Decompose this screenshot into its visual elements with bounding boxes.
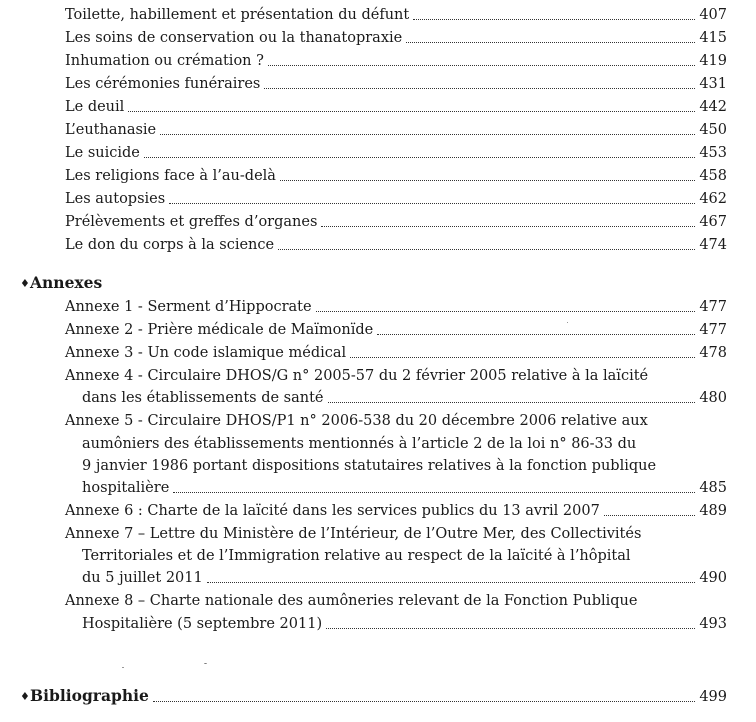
bibliography-entry[interactable] xyxy=(20,686,727,707)
toc-entry[interactable] xyxy=(65,5,727,25)
scan-speck xyxy=(122,667,124,668)
toc-entry-title: Prélèvements et greffes d’organes xyxy=(65,214,318,230)
toc-entry-page: 415 xyxy=(699,30,727,46)
dot-leader xyxy=(280,179,695,181)
annex-title: Annexe 3 - Un code islamique médical xyxy=(65,345,347,361)
toc-entry-title: Le don du corps à la science xyxy=(65,237,275,253)
toc-entry[interactable] xyxy=(65,120,727,140)
annex-entry-3[interactable] xyxy=(65,343,727,363)
toc-entry-page: 467 xyxy=(699,214,727,230)
annexes-heading[interactable] xyxy=(20,273,102,294)
dot-leader xyxy=(377,333,695,335)
annex-title: Annexe 6 : Charte de la laïcité dans les services publics du 13 avril 2007 xyxy=(65,503,600,519)
dot-leader xyxy=(406,41,695,43)
toc-entry[interactable] xyxy=(65,74,727,94)
toc-entry-title: Inhumation ou crémation ? xyxy=(65,53,264,69)
annex-4-line-1: Annexe 4 - Circulaire DHOS/G n° 2005-57 du 2 février 2005 relative à la laïcité xyxy=(65,368,649,384)
toc-entry-title: Toilette, habillement et présentation du défunt xyxy=(65,7,410,23)
toc-entry-page: 431 xyxy=(699,76,727,92)
toc-entry[interactable] xyxy=(65,143,727,163)
toc-entry[interactable] xyxy=(65,189,727,209)
toc-entry-page: 474 xyxy=(699,237,727,253)
dot-leader xyxy=(316,310,696,312)
dot-leader xyxy=(169,202,695,204)
annex-page: 480 xyxy=(699,390,727,406)
annex-5-line-3: 9 janvier 1986 portant dispositions statutaires relatives à la fonction publique xyxy=(82,458,657,474)
bibliography-heading-label: Bibliographie xyxy=(30,686,149,705)
annex-page: 477 xyxy=(699,299,727,315)
toc-entry-title: Le suicide xyxy=(65,145,140,161)
annex-5-line-1: Annexe 5 - Circulaire DHOS/P1 n° 2006-538 du 20 décembre 2006 relative aux xyxy=(65,413,648,429)
dot-leader xyxy=(278,248,695,250)
annex-page: 493 xyxy=(699,616,727,632)
dot-leader xyxy=(128,110,695,112)
annex-entry-6[interactable] xyxy=(65,501,727,521)
toc-entry[interactable] xyxy=(65,28,727,48)
toc-entry-page: 462 xyxy=(699,191,727,207)
toc-entry[interactable] xyxy=(65,97,727,117)
dot-leader xyxy=(153,700,695,702)
diamond-bullet-icon: ♦ xyxy=(20,690,30,703)
bibliography-page: 499 xyxy=(699,689,727,705)
toc-entry-title: Les autopsies xyxy=(65,191,166,207)
annex-page: 490 xyxy=(699,570,727,586)
annex-entry-7[interactable] xyxy=(82,568,727,588)
dot-leader xyxy=(173,491,695,493)
annex-title-continuation: Hospitalière (5 septembre 2011) xyxy=(82,616,323,632)
dot-leader xyxy=(604,514,695,516)
annex-entry-1[interactable] xyxy=(65,297,727,317)
annexes-heading-label: Annexes xyxy=(30,273,103,292)
toc-entry-page: 419 xyxy=(699,53,727,69)
dot-leader xyxy=(321,225,695,227)
toc-entry-title: Le deuil xyxy=(65,99,125,115)
toc-entry-page: 458 xyxy=(699,168,727,184)
toc-entry[interactable] xyxy=(65,235,727,255)
dot-leader xyxy=(326,627,695,629)
toc-entry-page: 453 xyxy=(699,145,727,161)
annex-7-line-1: Annexe 7 – Lettre du Ministère de l’Intérieur, de l’Outre Mer, des Collectivités xyxy=(65,526,642,542)
annex-8-line-1: Annexe 8 – Charte nationale des aumôneries relevant de la Fonction Publique xyxy=(65,593,638,609)
annex-title: Annexe 1 - Serment d’Hippocrate xyxy=(65,299,312,315)
annex-entry-5[interactable] xyxy=(82,478,727,498)
dot-leader xyxy=(160,133,695,135)
annex-title-continuation: du 5 juillet 2011 xyxy=(82,570,203,586)
annex-title-continuation: dans les établissements de santé xyxy=(82,390,324,406)
annex-7-line-2: Territoriales et de l’Immigration relative au respect de la laïcité à l’hôpital xyxy=(82,548,631,564)
toc-entry-page: 450 xyxy=(699,122,727,138)
annex-page: 489 xyxy=(699,503,727,519)
dot-leader xyxy=(264,87,695,89)
dot-leader xyxy=(144,156,695,158)
dot-leader xyxy=(350,356,695,358)
toc-entry[interactable] xyxy=(65,166,727,186)
toc-entry-title: Les soins de conservation ou la thanatopraxie xyxy=(65,30,403,46)
toc-entry-page: 407 xyxy=(699,7,727,23)
annex-page: 485 xyxy=(699,480,727,496)
toc-entry-title: Les religions face à l’au-delà xyxy=(65,168,276,184)
dot-leader xyxy=(268,64,695,66)
dot-leader xyxy=(413,18,695,20)
annex-title-continuation: hospitalière xyxy=(82,480,170,496)
annex-entry-8[interactable] xyxy=(82,614,727,634)
annex-entry-4[interactable] xyxy=(82,388,727,408)
toc-entry-title: Les cérémonies funéraires xyxy=(65,76,261,92)
toc-entry[interactable] xyxy=(65,212,727,232)
scan-speck xyxy=(567,322,568,323)
toc-entry-page: 442 xyxy=(699,99,727,115)
toc-entry-title: L’euthanasie xyxy=(65,122,157,138)
dot-leader xyxy=(328,401,696,403)
annex-5-line-2: aumôniers des établissements mentionnés à l’article 2 de la loi n° 86-33 du xyxy=(82,436,637,452)
annex-entry-2[interactable] xyxy=(65,320,727,340)
annex-page: 478 xyxy=(699,345,727,361)
annex-page: 477 xyxy=(699,322,727,338)
toc-entry[interactable] xyxy=(65,51,727,71)
dot-leader xyxy=(207,581,696,583)
diamond-bullet-icon: ♦ xyxy=(20,277,30,290)
bibliography-heading xyxy=(20,686,149,707)
annex-title: Annexe 2 - Prière médicale de Maïmonïde xyxy=(65,322,374,338)
scan-speck xyxy=(204,663,207,664)
